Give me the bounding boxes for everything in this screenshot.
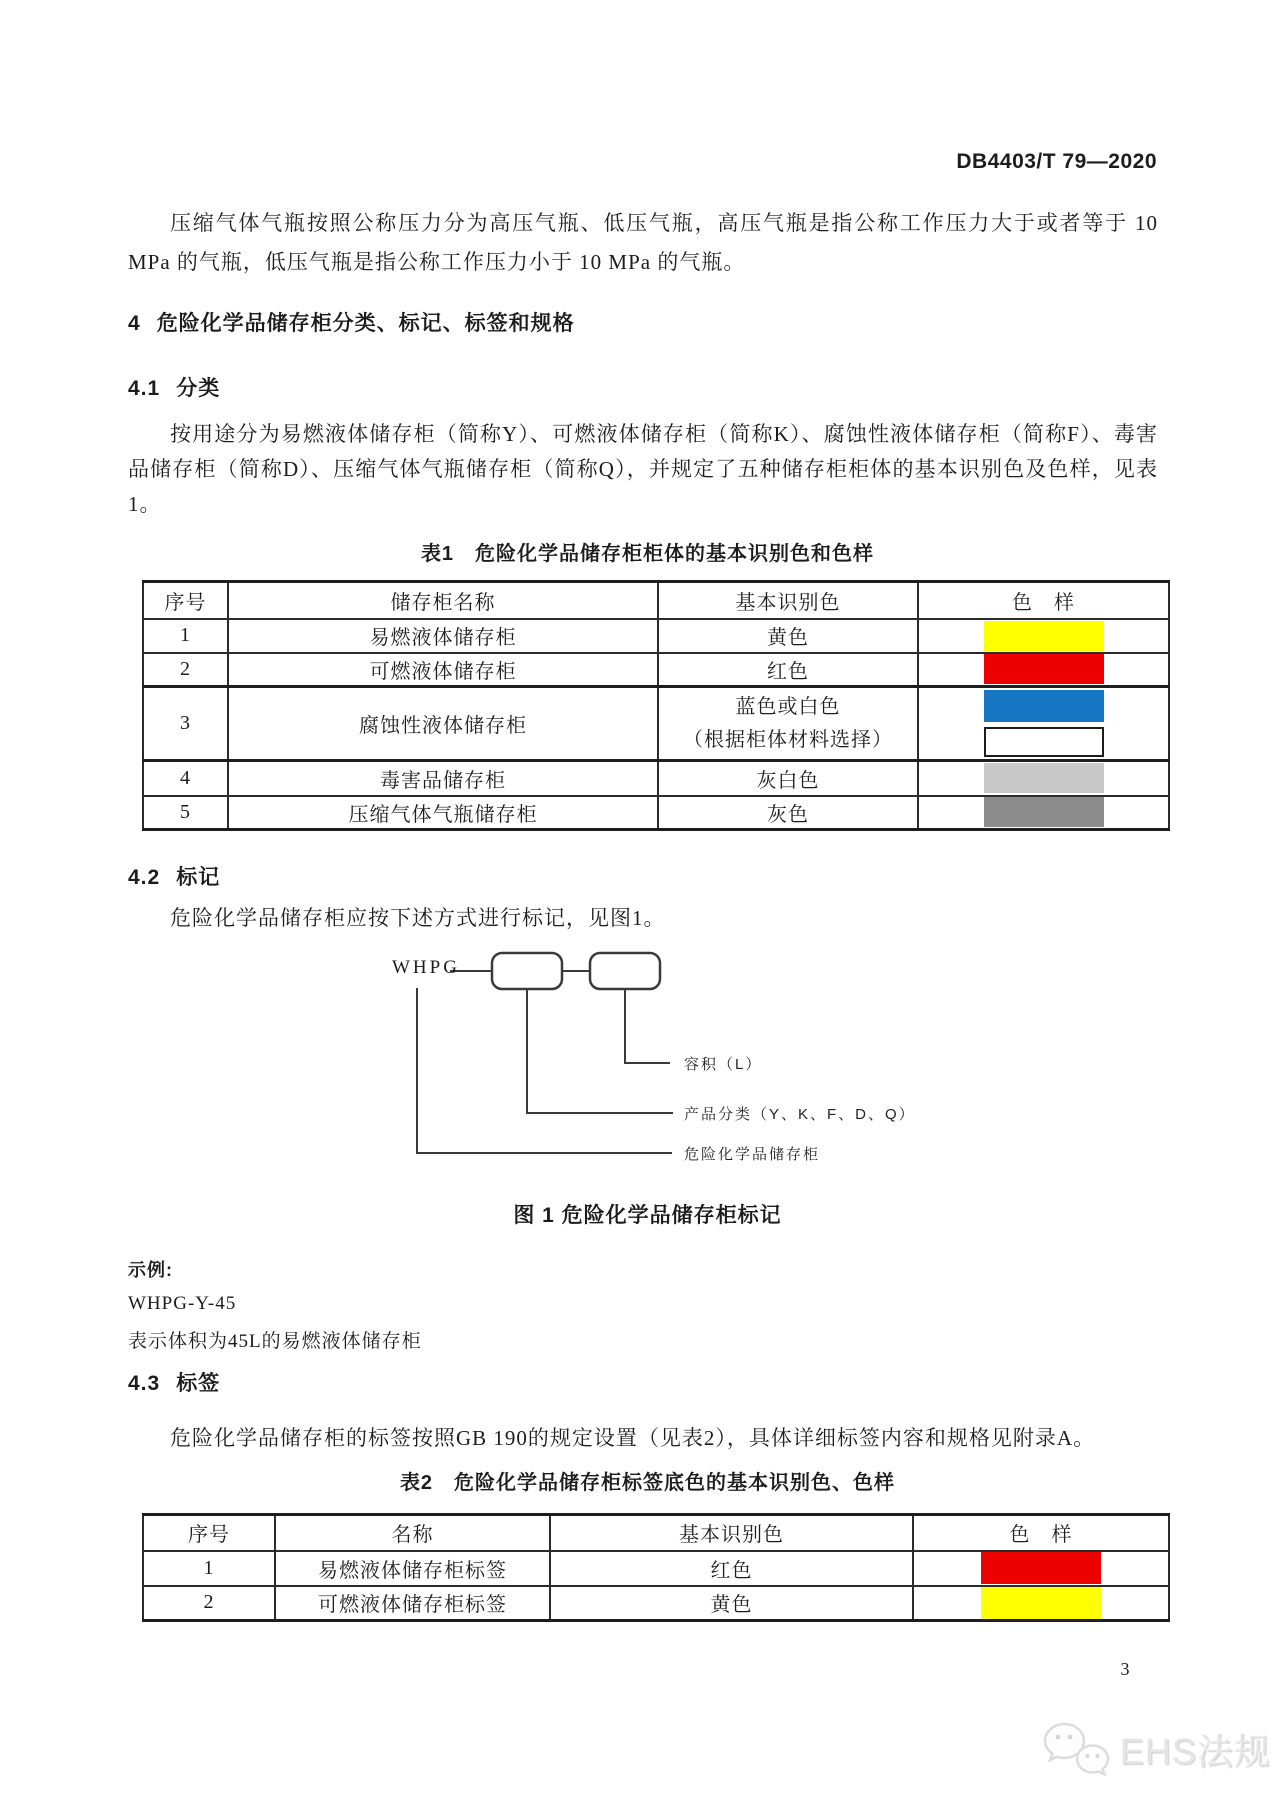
section-4-1-paragraph: 按用途分为易燃液体储存柜（简称Y）、可燃液体储存柜（简称K）、腐蚀性液体储存柜（简称F）、毒害品储存柜（简称D）、压缩气体气瓶储存柜（简称Q），并规定了五种储存柜柜体的基本识别色及色样，见表1。 bbox=[128, 422, 1158, 516]
name-cell: 毒害品储存柜 bbox=[228, 761, 658, 796]
figure1-marking-diagram bbox=[340, 945, 940, 1170]
color-name-cell: 黄色 bbox=[658, 619, 918, 653]
sample-cell bbox=[913, 1551, 1169, 1586]
table1-header-sample: 色 样 bbox=[918, 582, 1169, 619]
table-row bbox=[143, 761, 1169, 796]
color-swatch-white bbox=[984, 727, 1104, 757]
table2-header-color: 基本识别色 bbox=[550, 1515, 913, 1551]
section-4-2-paragraph: 危险化学品储存柜应按下述方式进行标记，见图1。 bbox=[170, 906, 666, 930]
table2-caption: 表2 危险化学品储存柜标签底色的基本识别色、色样 bbox=[399, 1472, 896, 1494]
table2-header-row bbox=[143, 1515, 1169, 1551]
sample-cell bbox=[913, 1586, 1169, 1621]
example-description: 表示体积为45L的易燃液体储存柜 bbox=[128, 1331, 422, 1352]
watermark-text: EHS法规 bbox=[1120, 1730, 1272, 1772]
swatch-stack bbox=[919, 688, 1168, 759]
section-4-heading bbox=[128, 307, 575, 337]
section-4-number: 4 bbox=[128, 312, 141, 335]
figure1-caption: 图 1 危险化学品储存柜标记 bbox=[513, 1204, 782, 1227]
sample-cell bbox=[918, 619, 1169, 653]
table-row bbox=[143, 1586, 1169, 1621]
figure-label-name: 危险化学品储存柜 bbox=[684, 1146, 821, 1163]
serial-cell: 4 bbox=[143, 761, 228, 796]
table1-header-color: 基本识别色 bbox=[658, 582, 918, 619]
table2-header-sample: 色 样 bbox=[913, 1515, 1169, 1551]
serial-cell: 3 bbox=[143, 687, 228, 761]
figure-box-category bbox=[492, 953, 562, 989]
section-4-3-title: 标签 bbox=[176, 1372, 221, 1395]
sample-cell bbox=[918, 687, 1169, 761]
section-4-1-title: 分类 bbox=[176, 377, 221, 400]
color-name-cell bbox=[658, 687, 918, 761]
figure-label-volume: 容积（L） bbox=[684, 1056, 763, 1073]
color-name-cell: 黄色 bbox=[550, 1586, 913, 1621]
figure-connector-lines bbox=[417, 971, 673, 1153]
wechat-icon bbox=[1042, 1722, 1112, 1776]
name-cell: 可燃液体储存柜标签 bbox=[275, 1586, 550, 1621]
section-4-3-paragraph: 危险化学品储存柜的标签按照GB 190的规定设置（见表2），具体详细标签内容和规格见附录A。 bbox=[170, 1426, 1096, 1450]
section-4-3-number: 4.3 bbox=[128, 1372, 161, 1395]
section-4-1-number: 4.1 bbox=[128, 377, 161, 400]
table1-caption: 表1 危险化学品储存柜柜体的基本识别色和色样 bbox=[420, 543, 875, 565]
figure-root-label: WHPG bbox=[392, 957, 460, 978]
section-4-2-title: 标记 bbox=[176, 866, 221, 889]
page-number: 3 bbox=[1120, 1659, 1130, 1679]
color-swatch-red bbox=[981, 1552, 1101, 1584]
table-row bbox=[143, 796, 1169, 830]
serial-cell: 5 bbox=[143, 796, 228, 830]
figure-box-volume bbox=[590, 953, 660, 989]
example-code: WHPG-Y-45 bbox=[128, 1293, 237, 1314]
color-swatch-gray bbox=[984, 797, 1104, 827]
color-name-cell: 灰白色 bbox=[658, 761, 918, 796]
sample-cell bbox=[918, 653, 1169, 687]
table1 bbox=[142, 580, 1170, 831]
section-4-2-heading bbox=[128, 861, 220, 891]
color-swatch-yellow bbox=[984, 621, 1104, 651]
color-name-cell: 灰色 bbox=[658, 796, 918, 830]
name-cell: 腐蚀性液体储存柜 bbox=[228, 687, 658, 761]
color-name-cell: 红色 bbox=[658, 653, 918, 687]
table-row bbox=[143, 687, 1169, 761]
name-cell: 易燃液体储存柜标签 bbox=[275, 1551, 550, 1586]
example-label: 示例: bbox=[128, 1260, 173, 1280]
table-row bbox=[143, 1551, 1169, 1586]
intro-paragraph: 压缩气体气瓶按照公称压力分为高压气瓶、低压气瓶，高压气瓶是指公称工作压力大于或者等于 10 MPa 的气瓶，低压气瓶是指公称工作压力小于 10 MPa 的气瓶。 bbox=[128, 211, 1158, 274]
name-cell: 压缩气体气瓶储存柜 bbox=[228, 796, 658, 830]
sample-cell bbox=[918, 761, 1169, 796]
section-4-3-heading bbox=[128, 1367, 220, 1397]
color-swatch-red bbox=[984, 654, 1104, 684]
color-swatch-light-gray bbox=[984, 763, 1104, 793]
serial-cell: 1 bbox=[143, 1551, 275, 1586]
serial-cell: 2 bbox=[143, 1586, 275, 1621]
table2-header-name: 名称 bbox=[275, 1515, 550, 1551]
color-name-line2: （根据柜体材料选择） bbox=[683, 728, 893, 751]
watermark bbox=[1042, 1722, 1271, 1776]
document-code: DB4403/T 79—2020 bbox=[956, 150, 1157, 173]
color-name-cell: 红色 bbox=[550, 1551, 913, 1586]
table2 bbox=[142, 1513, 1170, 1622]
section-4-title: 危险化学品储存柜分类、标记、标签和规格 bbox=[156, 312, 575, 335]
table2-header-serial: 序号 bbox=[143, 1515, 275, 1551]
color-name-line1: 蓝色或白色 bbox=[735, 695, 841, 718]
name-cell: 易燃液体储存柜 bbox=[228, 619, 658, 653]
section-4-1-heading bbox=[128, 372, 220, 402]
name-cell: 可燃液体储存柜 bbox=[228, 653, 658, 687]
example-block bbox=[128, 1256, 422, 1353]
color-swatch-yellow bbox=[981, 1587, 1101, 1619]
table1-header-serial: 序号 bbox=[143, 582, 228, 619]
figure-label-category: 产品分类（Y、K、F、D、Q） bbox=[684, 1106, 916, 1123]
table1-header-row bbox=[143, 582, 1169, 619]
serial-cell: 1 bbox=[143, 619, 228, 653]
color-swatch-blue bbox=[984, 690, 1104, 722]
section-4-2-number: 4.2 bbox=[128, 866, 161, 889]
table-row bbox=[143, 619, 1169, 653]
table1-header-name: 储存柜名称 bbox=[228, 582, 658, 619]
table-row bbox=[143, 653, 1169, 687]
sample-cell bbox=[918, 796, 1169, 830]
serial-cell: 2 bbox=[143, 653, 228, 687]
